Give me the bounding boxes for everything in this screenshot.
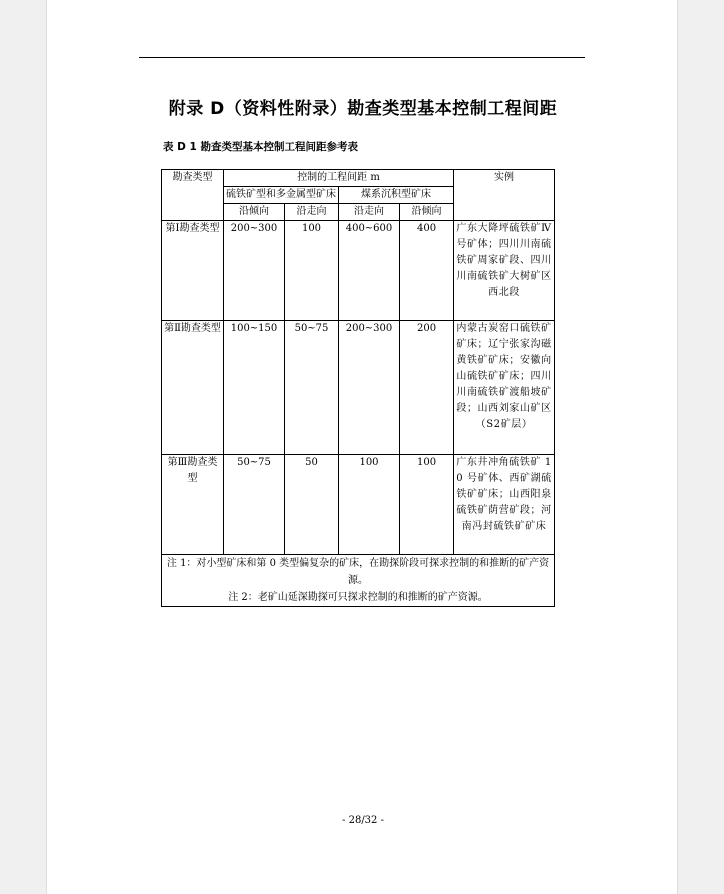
row-g2-strike: 200~300	[339, 321, 400, 455]
table-row	[162, 321, 555, 455]
table-caption: 表 D 1 勘查类型基本控制工程间距参考表	[163, 141, 358, 153]
document-page	[46, 0, 678, 894]
header-example: 实例	[454, 170, 555, 221]
row-g1-strike: 50~75	[285, 321, 339, 455]
row-g1-dip: 50~75	[224, 455, 285, 555]
spacing-reference-table	[161, 169, 555, 607]
row-g2-strike: 100	[339, 455, 400, 555]
table-notes-row	[162, 555, 555, 607]
row-type: 第Ⅰ勘查类型	[162, 221, 224, 321]
row-example: 内蒙古炭窑口硫铁矿矿床；辽宁张家沟磁黄铁矿矿床；安徽向山硫铁矿矿床；四川川南硫铁矿渡船坡矿段；山西刘家山矿区（S2矿层）	[454, 321, 555, 455]
row-g2-dip: 100	[400, 455, 454, 555]
table-row	[162, 455, 555, 555]
note-2: 注 2：老矿山延深勘探可只探求控制的和推断的矿产资源。	[228, 592, 488, 603]
row-g1-strike: 100	[285, 221, 339, 321]
row-type: 第Ⅱ勘查类型	[162, 321, 224, 455]
row-g1-strike: 50	[285, 455, 339, 555]
row-type: 第Ⅲ勘查类型	[162, 455, 224, 555]
row-g1-dip: 100~150	[224, 321, 285, 455]
header-type: 勘查类型	[162, 170, 224, 221]
row-example: 广东大降坪硫铁矿Ⅳ号矿体；四川川南硫铁矿周家矿段、四川川南硫铁矿大树矿区西北段	[454, 221, 555, 321]
row-g2-strike: 400~600	[339, 221, 400, 321]
row-g1-dip: 200~300	[224, 221, 285, 321]
table-notes	[162, 555, 555, 607]
header-dip: 沿倾向	[400, 204, 454, 221]
note-1: 注 1：对小型矿床和第 0 类型偏复杂的矿床，在勘探阶段可探求控制的和推断的矿产资源。	[166, 558, 550, 586]
page-number: - 28/32 -	[342, 815, 384, 826]
header-strike: 沿走向	[339, 204, 400, 221]
row-example: 广东井冲角硫铁矿 10 号矿体、西矿湖硫铁矿矿床；山西阳泉硫铁矿荫营矿段；河南冯封硫铁矿矿床	[454, 455, 555, 555]
appendix-title: 附录 D（资料性附录）勘查类型基本控制工程间距	[168, 99, 558, 119]
row-g2-dip: 400	[400, 221, 454, 321]
header-dip: 沿倾向	[224, 204, 285, 221]
table-header-row	[162, 170, 555, 187]
header-rule	[139, 57, 585, 58]
table-row	[162, 221, 555, 321]
header-group-coal-sedimentary: 煤系沉积型矿床	[339, 187, 454, 204]
header-spacing: 控制的工程间距 m	[224, 170, 454, 187]
header-group-polymetallic: 硫铁矿型和多金属型矿床	[224, 187, 339, 204]
header-strike: 沿走向	[285, 204, 339, 221]
row-g2-dip: 200	[400, 321, 454, 455]
